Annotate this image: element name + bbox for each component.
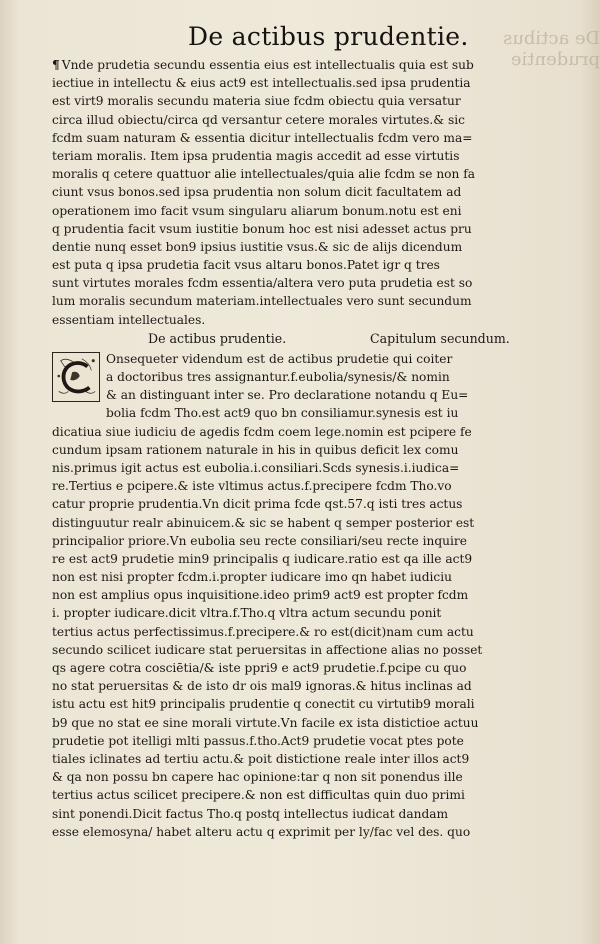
paragraph-2	[52, 350, 562, 841]
text-line: principalior priore.Vn eubolia seu recte consiliari/seu recte inquire	[52, 533, 467, 548]
text-line: fcdm suam naturam & essentia dicitur intellectualis fcdm vero ma=	[52, 130, 473, 145]
text-line: tertius actus perfectissimus.f.precipere.& ro est(dicit)nam cum actu	[52, 624, 474, 639]
text-line: qs agere cotra cosciētia/& iste ppri9 e act9 prudetie.f.pcipe cu quo	[52, 661, 467, 675]
text-line: i. propter iudicare.dicit vltra.f.Tho.q vltra actum secundu ponit	[52, 606, 442, 621]
decorated-initial-c-icon	[52, 352, 100, 402]
text-line: ¶ Vnde prudetia secundu essentia eius est intellectualis quia est sub	[52, 58, 474, 72]
running-title: De actibus prudentie.	[188, 22, 469, 51]
body-text	[52, 56, 562, 841]
chapter-heading	[52, 330, 562, 350]
text-line: iectiue in intellectu & eius act9 est intellectualis.sed ipsa prudentia	[52, 76, 471, 91]
text-line: esse elemosyna/ habet alteru actu q exprimit per ly/fac vel des. quo	[52, 824, 471, 839]
text-line: & qa non possu bn capere hac opinione:tar q non sit ponendus ille	[52, 770, 463, 785]
text-line: & an distinguant inter se. Pro declaratione notandu q Eu=	[106, 388, 469, 403]
text-line: no stat peruersitas & de isto dr ois mal9 ignoras.& hitus inclinas ad	[52, 679, 472, 694]
text-line: sunt virtutes morales fcdm essentia/altera vero puta prudetia est so	[52, 276, 473, 291]
text-line: secundo scilicet iudicare stat peruersitas in affectione alias no posset	[52, 642, 483, 657]
text-line: dicatiua siue iudiciu de agedis fcdm coem lege.nomin est pcipere fe	[52, 424, 472, 439]
text-line: distinguutur realr abinuicem.& sic se habent q semper posterior est	[52, 515, 475, 530]
text-line: tiales iclinates ad tertiu actu.& poit distictione reale inter illos act9	[52, 751, 470, 766]
text-line: re est act9 prudetie min9 principalis q iudicare.ratio est qa ille act9	[52, 551, 473, 566]
text-line: nis.primus igit actus est eubolia.i.consiliari.Scds synesis.i.iudica=	[52, 460, 460, 475]
text-line: est puta q ipsa prudetia facit vsus altaru bonos.Patet igr q tres	[52, 258, 440, 273]
text-line: Onsequeter videndum est de actibus prudetie qui coiter	[106, 351, 453, 366]
text-line: non est nisi propter fcdm.i.propter iudicare imo qn habet iudiciu	[52, 570, 452, 585]
text-line: est virt9 moralis secundu materia siue fcdm obiectu quia versatur	[52, 94, 461, 109]
text-line: circa illud obiectu/circa qd versantur cetere morales virtutes.& sic	[52, 112, 465, 127]
text-line: cundum ipsam rationem naturale in his in quibus deficit lex comu	[52, 442, 459, 457]
text-line: b9 que no stat ee sine morali virtute.Vn facile ex ista distictioe actuu	[52, 715, 479, 730]
chapter-number: Capitulum secundum.	[370, 330, 510, 346]
text-line: tertius actus scilicet precipere.& non est difficultas quin duo primi	[52, 788, 465, 803]
text-line: istu actu est hit9 principalis prudentie q conectit cu virtutib9 morali	[52, 697, 475, 712]
paragraph-1	[52, 56, 562, 329]
text-line: q prudentia facit vsum iustitie bonum hoc est nisi adesset actus pru	[52, 221, 472, 236]
text-line: lum moralis secundum materiam.intellectuales vero sunt secundum	[52, 294, 472, 309]
text-line: teriam moralis. Item ipsa prudentia magis accedit ad esse virtutis	[52, 148, 460, 163]
text-line: bolia fcdm Tho.est act9 quo bn consiliamur.synesis est iu	[106, 406, 459, 421]
text-line: dentie nunq esset bon9 ipsius iustitie vsus.& sic de alijs dicendum	[52, 239, 463, 254]
text-line: non est amplius opus inquisitione.ideo prim9 act9 est propter fcdm	[52, 588, 469, 603]
text-line: moralis q cetere quattuor alie intellectuales/quia alie fcdm se non fa	[52, 167, 476, 182]
text-line: operationem imo facit vsum singularu aliarum bonum.notu est eni	[52, 203, 462, 218]
text-line: sint ponendi.Dicit factus Tho.q postq intellectus iudicat dandam	[52, 806, 449, 821]
text-line: ciunt vsus bonos.sed ipsa prudentia non solum dicit facultatem ad	[52, 185, 462, 200]
chapter-title: De actibus prudentie.	[148, 330, 287, 346]
text-line: a doctoribus tres assignantur.f.eubolia/synesis/& nomin	[106, 370, 450, 384]
text-line: re.Tertius e pcipere.& iste vltimus actus.f.precipere fcdm Tho.vo	[52, 479, 452, 494]
text-line: catur proprie prudentia.Vn dicit prima fcde qst.57.q isti tres actus	[52, 497, 463, 512]
text-line: essentiam intellectuales.	[52, 312, 206, 327]
paragraph-mark-icon: ¶	[52, 58, 60, 72]
text-line: prudetie pot itelligi mlti passus.f.tho.Act9 prudetie vocat ptes pote	[52, 733, 464, 748]
bleed-through-title: De actibus prudentie	[503, 28, 600, 70]
